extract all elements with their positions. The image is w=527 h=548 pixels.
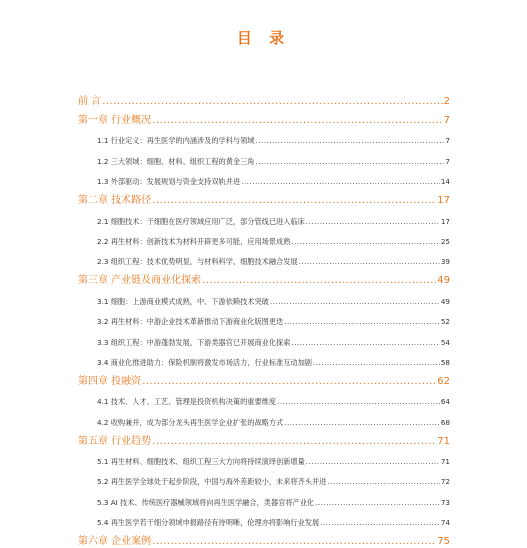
dot-leader [142, 376, 436, 388]
toc-entry-page-number: 68 [440, 417, 450, 427]
dot-leader [291, 236, 439, 248]
dot-leader [313, 357, 440, 369]
dot-leader [241, 176, 440, 188]
toc-entry-page-number: 7 [443, 115, 450, 126]
dot-leader [152, 436, 436, 448]
toc-entry-label: 前 言 [78, 96, 102, 107]
toc-entry-label: 第六章 企业案例 [78, 536, 152, 548]
toc-entry-page-number: 2 [443, 96, 450, 107]
toc-section-entry[interactable] [78, 517, 450, 529]
dot-leader [327, 476, 440, 488]
dot-leader [152, 115, 442, 127]
toc-entry-page-number: 54 [440, 337, 450, 347]
dot-leader [315, 497, 440, 509]
toc-section-entry[interactable] [78, 216, 450, 228]
table-of-contents [78, 96, 450, 548]
toc-chapter-entry[interactable] [78, 96, 450, 108]
toc-entry-page-number: 52 [440, 317, 450, 327]
toc-section-entry[interactable] [78, 357, 450, 369]
toc-entry-page-number: 17 [437, 195, 450, 207]
toc-section-entry[interactable] [78, 156, 450, 168]
dot-leader [202, 275, 436, 287]
toc-section-entry[interactable] [78, 296, 450, 308]
toc-entry-label: 3.4 商业化推进助力：保险机制将激发市场活力，行业标准互动加剧 [97, 357, 312, 367]
toc-entry-label: 第四章 投融资 [78, 375, 142, 387]
toc-entry-label: 3.1 细胞：上游商业模式成熟，中、下游依赖技术突破 [97, 296, 269, 306]
toc-section-entry[interactable] [78, 456, 450, 468]
toc-entry-label: 5.4 再生医学若干细分领域申报路径有待明晰，伦理亦将影响行业发展 [97, 518, 320, 528]
toc-entry-page-number: 71 [437, 435, 450, 447]
toc-entry-label: 第一章 行业概况 [78, 115, 152, 126]
toc-entry-label: 2.1 细胞技术：干细胞在医疗领域应用广泛，部分管线已进入临床 [97, 216, 305, 226]
dot-leader [152, 195, 436, 207]
toc-entry-label: 5.3 AI 技术、传统医疗器械领域将向再生医学融合，类器官将产业化 [97, 497, 315, 507]
page-title: 目 录 [236, 29, 291, 47]
dot-leader [277, 396, 440, 408]
toc-entry-label: 3.3 组织工程：中游蓬勃发展，下游类器官已开展商业化探索 [97, 337, 291, 347]
toc-entry-label: 1.3 外部驱动：发展规划与资金支持双轨并进 [97, 177, 241, 187]
toc-entry-page-number: 49 [440, 296, 450, 306]
toc-entry-label: 1.2 三大领域：细胞、材料、组织工程的黄金三角 [97, 156, 255, 166]
toc-entry-page-number: 17 [440, 216, 450, 226]
toc-entry-label: 第三章 产业链及商业化探索 [78, 275, 202, 287]
dot-leader [320, 517, 440, 529]
toc-entry-page-number: 14 [440, 177, 450, 187]
toc-entry-label: 4.1 技术、人才、工艺、管理是投资机构决策的重要维度 [97, 397, 277, 407]
toc-entry-page-number: 58 [440, 357, 450, 367]
toc-entry-page-number: 39 [440, 257, 450, 267]
dot-leader [284, 417, 440, 429]
toc-section-entry[interactable] [78, 497, 450, 509]
dot-leader [299, 256, 440, 268]
toc-entry-page-number: 74 [440, 518, 450, 528]
toc-chapter-entry[interactable] [78, 436, 450, 448]
toc-entry-label: 4.2 收购兼并，成为部分龙头再生医学企业扩张的战略方式 [97, 417, 284, 427]
toc-entry-label: 5.2 再生医学全球处于起步阶段，中国与海外差距较小，未来将齐头并进 [97, 477, 327, 487]
toc-entry-label: 第二章 技术路径 [78, 195, 152, 207]
toc-entry-page-number: 62 [437, 375, 450, 387]
toc-chapter-entry[interactable] [78, 195, 450, 207]
toc-section-entry[interactable] [78, 176, 450, 188]
toc-section-entry[interactable] [78, 337, 450, 349]
dot-leader [306, 216, 440, 228]
dot-leader [306, 456, 440, 468]
toc-section-entry[interactable] [78, 417, 450, 429]
toc-entry-page-number: 25 [440, 236, 450, 246]
toc-entry-page-number: 71 [440, 457, 450, 467]
dot-leader [291, 337, 439, 349]
dot-leader [270, 296, 440, 308]
toc-section-entry[interactable] [78, 135, 450, 147]
toc-entry-page-number: 49 [437, 275, 450, 287]
toc-entry-page-number: 72 [440, 477, 450, 487]
toc-section-entry[interactable] [78, 476, 450, 488]
dot-leader [102, 96, 442, 108]
toc-entry-label: 2.3 组织工程：技术优势明显，与材料科学、细胞技术融合发展 [97, 257, 298, 267]
toc-entry-page-number: 75 [437, 536, 450, 548]
toc-entry-page-number: 7 [445, 156, 450, 166]
toc-entry-label: 第五章 行业趋势 [78, 435, 152, 447]
toc-entry-label: 1.1 行业定义：再生医学的内涵涉及的学科与领域 [97, 136, 255, 146]
toc-section-entry[interactable] [78, 396, 450, 408]
toc-section-entry[interactable] [78, 236, 450, 248]
toc-entry-page-number: 64 [440, 397, 450, 407]
toc-entry-page-number: 7 [445, 136, 450, 146]
dot-leader [284, 316, 440, 328]
dot-leader [255, 156, 444, 168]
toc-entry-label: 5.1 再生材料、细胞技术、组织工程三大方向将持续演绎创新增量 [97, 457, 305, 467]
toc-entry-label: 2.2 再生材料：创新技术为材料开辟更多可能，应用场景成熟 [97, 236, 291, 246]
dot-leader [255, 135, 444, 147]
toc-section-entry[interactable] [78, 316, 450, 328]
toc-entry-label: 3.2 再生材料：中游企业技术革新推动下游商业化版图更迭 [97, 317, 284, 327]
toc-entry-page-number: 73 [440, 497, 450, 507]
toc-chapter-entry[interactable] [78, 115, 450, 127]
toc-chapter-entry[interactable] [78, 376, 450, 388]
dot-leader [152, 536, 436, 548]
toc-chapter-entry[interactable] [78, 536, 450, 548]
toc-section-entry[interactable] [78, 256, 450, 268]
toc-chapter-entry[interactable] [78, 275, 450, 287]
